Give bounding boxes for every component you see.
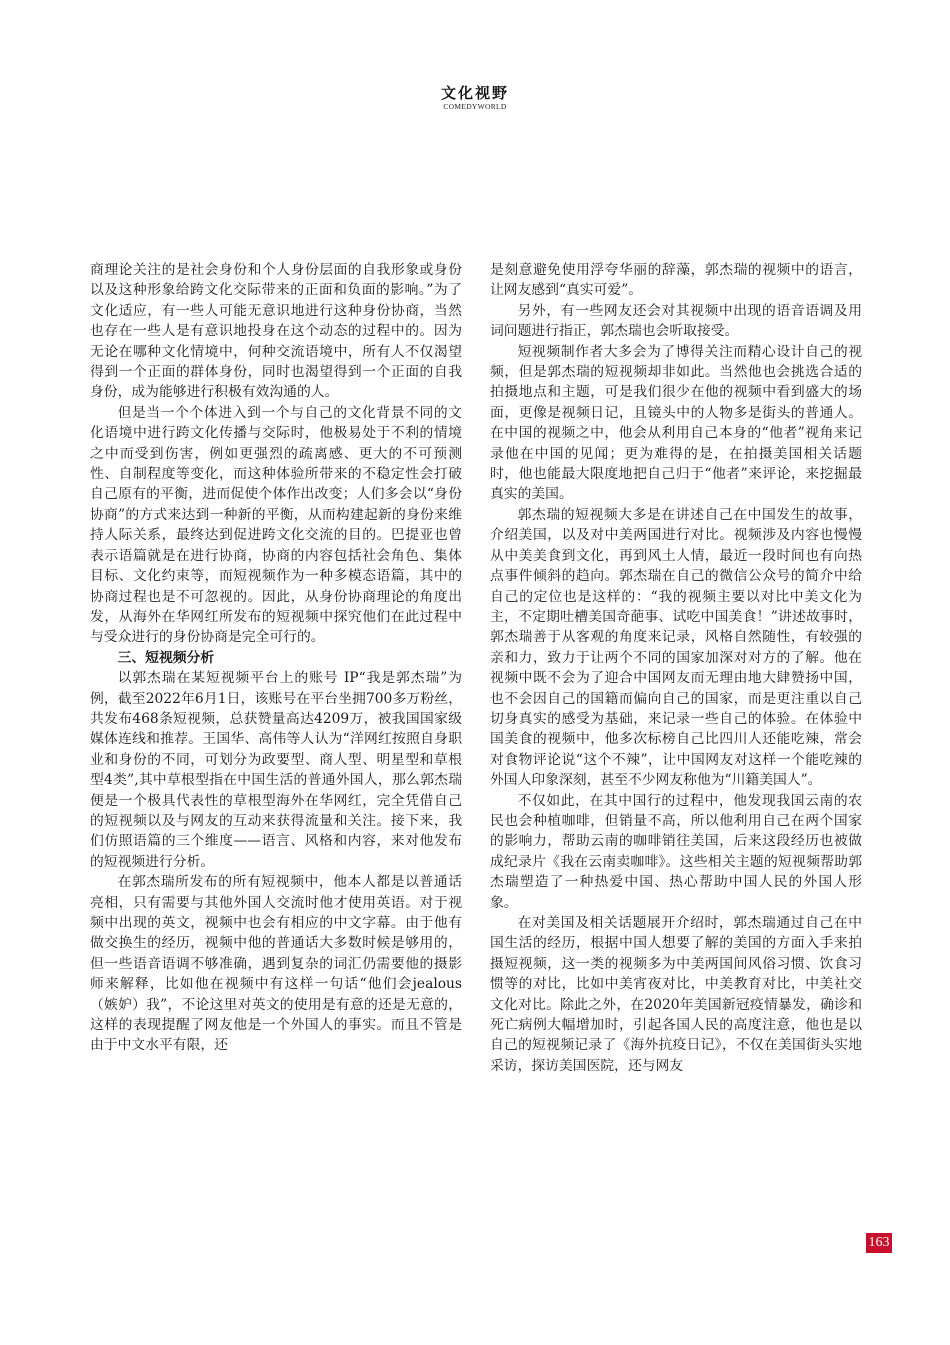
journal-masthead bbox=[428, 84, 522, 111]
paragraph: 是刻意避免使用浮夸华丽的辞藻，郭杰瑞的视频中的语言，让网友感到“真实可爱”。 bbox=[490, 262, 862, 299]
section-heading: 三、短视频分析 bbox=[117, 649, 215, 666]
paragraph: 郭杰瑞的短视频大多是在讲述自己在中国发生的故事，介绍美国，以及对中美两国进行对比。视频涉及内容也慢慢从中美美食到文化，再到风土人情，最近一段时间也有向热点事件倾斜的趋向。郭杰瑞在自己的微信公众号的简介中给自己的定位也是这样的：“我的视频主要以对比中美文化为主，不定期吐槽美国奇葩事、试吃中国美食！”讲述故事时，郭杰瑞善于从客观的角度来记录，风格自然随性，有较强的亲和力，致力于让两个不同的国家加深对对方的了解。他在视频中既不会为了迎合中国网友而无理由地大肆赞扬中国，也不会因自己的国籍而偏向自己的国家，而是更注重以自己切身真实的感受为基础，来记录一些自己的体验。在体验中国美食的视频中，他多次标榜自己比四川人还能吃辣，常会对食物评论说“这个不辣”，让中国网友对这样一个能吃辣的外国人印象深刻，甚至不少网友称他为“川籍美国人”。 bbox=[490, 506, 862, 789]
paragraph: 以郭杰瑞在某短视频平台上的账号 IP“我是郭杰瑞”为例，截至2022年6月1日，该账号在平台坐拥700多万粉丝，共发布468条短视频，总获赞量高达4209万，被我国国家级媒体连线和推荐。王国华、高伟等人认为“洋网红按照自身职业和身份的不同，可划分为政要型、商人型、明星型和草根型4类”,其中草根型指在中国生活的普通外国人，那么郭杰瑞便是一个极具代表性的草根型海外在华网红，完全凭借自己的短视频以及与网友的互动来获得流量和关注。接下来，我们仿照语篇的三个维度——语言、风格和内容，来对他发布的短视频进行分析。 bbox=[90, 670, 462, 870]
paragraph: 在郭杰瑞所发布的所有短视频中，他本人都是以普通话亮相，只有需要与其他外国人交流时他才使用英语。对于视频中出现的英文，视频中也会有相应的中文字幕。由于他有做交换生的经历，视频中他的普通话大多数时候是够用的，但一些语音语调不够准确，遇到复杂的词汇仍需要他的摄影师来解释，比如他在视频中有这样一句话“他们会jealous（嫉妒）我”，不论这里对英文的使用是有意的还是无意的，这样的表现提醒了网友他是一个外国人的事实。而且不管是由于中文水平有限，还 bbox=[90, 874, 462, 1054]
paragraph: 另外，有一些网友还会对其视频中出现的语音语调及用词问题进行指正，郭杰瑞也会听取接受。 bbox=[490, 302, 862, 340]
paragraph: 短视频制作者大多会为了博得关注而精心设计自己的视频，但是郭杰瑞的短视频却非如此。当然他也会挑选合适的拍摄地点和主题，可是我们很少在他的视频中看到盛大的场面，更像是视频日记，且镜头中的人物多是街头的普通人。在中国的视频之中，他会从利用自己本身的“他者”视角来记录他在中国的见闻；更为难得的是，在拍摄美国相关话题时，他也能最大限度地把自己归于“他者”来评论，来挖掘最真实的美国。 bbox=[490, 343, 862, 503]
right-column bbox=[490, 260, 862, 1076]
journal-subtitle: COMEDYWORLD bbox=[443, 102, 507, 111]
page-number: 163 bbox=[866, 1233, 892, 1253]
paragraph: 商理论关注的是社会身份和个人身份层面的自我形象或身份以及这种形象给跨文化交际带来的正面和负面的影响。”为了文化适应，有一些人可能无意识地进行这种身份协商，当然也存在一些人是有意识地投身在这个动态的过程中的。因为无论在哪种文化情境中，何种交流语境中，所有人不仅渴望得到一个正面的群体身份，同时也渴望得到一个正面的自我身份，成为能够进行积极有效沟通的人。 bbox=[90, 262, 462, 401]
paragraph: 但是当一个个体进入到一个与自己的文化背景不同的文化语境中进行跨文化传播与交际时，他极易处于不利的情境之中而受到伤害，例如更强烈的疏离感、更大的不可预测性、自制程度等变化，而这种体验所带来的不稳定性会打破自己原有的平衡，进而促使个体作出改变；人们多会以“身份协商”的方式来达到一种新的平衡，从而构建起新的身份来维持人际关系，最终达到促进跨文化交流的目的。巴提亚也曾表示语篇就是在进行协商，协商的内容包括社会角色、集体目标、文化约束等，而短视频作为一种多模态语篇，其中的协商过程也是不可忽视的。因此，从身份协商理论的角度出发，从海外在华网红所发布的短视频中探究他们在此过程中与受众进行的身份协商是完全可行的。 bbox=[90, 404, 462, 646]
paragraph: 在对美国及相关话题展开介绍时，郭杰瑞通过自己在中国生活的经历，根据中国人想要了解的美国的方面入手来拍摄短视频，这一类的视频多为中美两国间风俗习惯、饮食习惯等的对比，比如中美宵夜对比，中美教育对比，中美社交文化对比。除此之外，在2020年美国新冠疫情暴发，确诊和死亡病例大幅增加时，引起各国人民的高度注意，他也是以自己的短视频记录了《海外抗疫日记》，不仅在美国街头实地采访，探访美国医院，还与网友 bbox=[490, 915, 862, 1074]
left-column bbox=[90, 260, 462, 1056]
paragraph: 不仅如此，在其中国行的过程中，他发现我国云南的农民也会种植咖啡，但销量不高，所以他利用自己在两个国家的影响力，帮助云南的咖啡销往美国，后来这段经历也被做成纪录片《我在云南卖咖啡》。这些相关主题的短视频帮助郭杰瑞塑造了一种热爱中国、热心帮助中国人民的外国人形象。 bbox=[490, 792, 862, 911]
journal-title: 文化视野 bbox=[440, 84, 509, 102]
